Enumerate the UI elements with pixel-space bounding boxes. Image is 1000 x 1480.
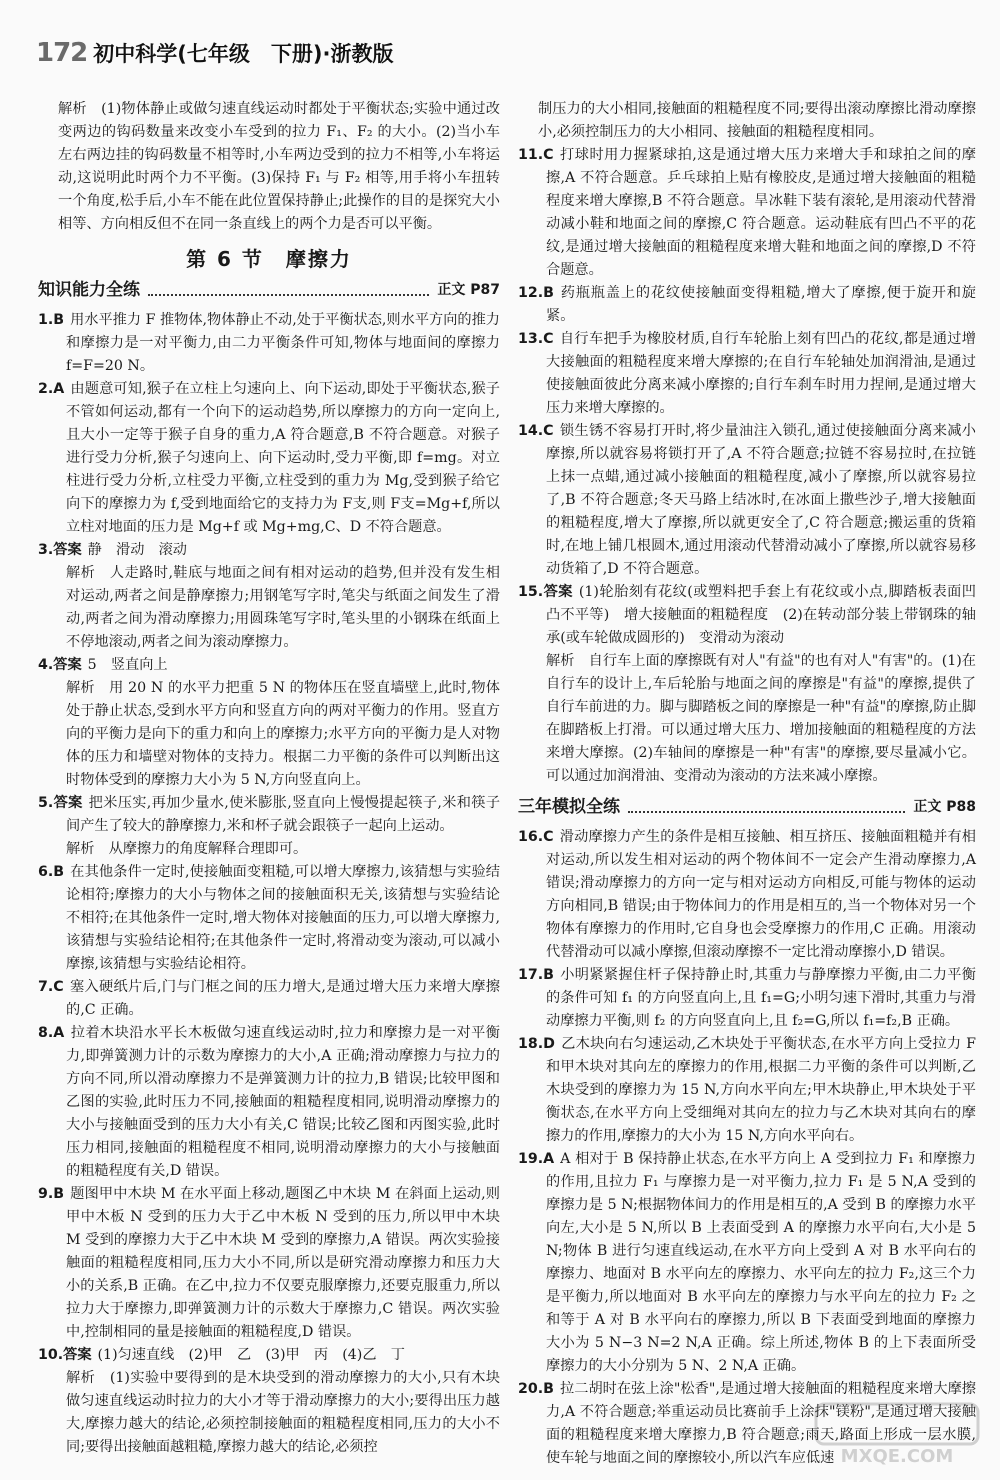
answer-analysis: 解析 人走路时,鞋底与地面之间有相对运动的趋势,但并没有发生相对运动,两者之间是静摩擦力;用钢笔写字时,笔尖与纸面之间发生了滑动,两者之间为滑动摩擦力;用圆珠笔写字时,笔头里的小钢珠在纸面上不停地滚动,两者之间为滚动摩擦力。: [66, 565, 500, 650]
section-band-knowledge: [38, 277, 500, 303]
answer-analysis: 解析 (1)实验中要得到的是木块受到的滑动摩擦力的大小,只有木块做匀速直线运动时拉力的大小才等于滑动摩擦力的大小;要得出压力越大,摩擦力越大的结论,必须控制接触面的粗糙程度相同,压力的大小不同;要得出接触面越粗糙,摩擦力越大的结论,必须控: [66, 1370, 500, 1455]
answer-number: 20.B: [518, 1381, 554, 1397]
answer-analysis: 解析 从摩擦力的角度解释合理即可。: [66, 841, 308, 857]
answer-text: 拉着木块沿水平长木板做匀速直线运动时,拉力和摩擦力是一对平衡力,即弹簧测力计的示数为摩擦力的大小,A 正确;滑动摩擦力与拉力的方向不同,所以滑动摩擦力不是弹簧测力计的拉力,B 错误;比较甲图和乙图的实验,此时压力不同,接触面的粗糙程度相同,说明滑动摩擦力的大小与接触面受到的压力大小有关,C 错误;比较乙图和丙图实验,此时压力相同,接触面的粗糙程度不相同,说明滑动摩擦力的大小与接触面的粗糙程度有关,D 错误。: [66, 1025, 500, 1179]
answer-item: [518, 826, 976, 964]
watermark-logo: [812, 1400, 982, 1470]
answer-text: 把米压实,再加少量水,使米膨胀,竖直向上慢慢提起筷子,米和筷子间产生了较大的静摩擦力,米和杯子就会跟筷子一起向上运动。: [66, 795, 501, 834]
section-band-simulation: [518, 794, 976, 820]
answer-text: 由题意可知,猴子在立柱上匀速向上、向下运动,即处于平衡状态,猴子不管如何运动,都有一个向下的运动趋势,所以摩擦力的方向一定向上,且大小一定等于猴子自身的重力,A 符合题意,B 不符合题意。对猴子进行受力分析,猴子匀速向上、向下运动时,受力平衡,即 f=mg。对立柱进行受力分析,立柱受力平衡,立柱受到的重力为 Mg,受到猴子给它向下的摩擦力为 f,受到地面给它的支持力为 F支,则 F支=Mg+f,所以立柱对地面的压力是 Mg+f 或 Mg+mg,C、D 不符合题意。: [66, 381, 500, 535]
answer-item: [518, 1148, 976, 1378]
answer-text: 乙木块向右匀速运动,乙木块处于平衡状态,在水平方向上受拉力 F 和甲木块对其向左的摩擦力的作用,根据二力平衡的条件可以判断,乙木块受到的摩擦力为 15 N,方向水平向左;甲木块静止,甲木块处于平衡状态,在水平方向上受细绳对其向左的拉力与乙木块对其向右的摩擦力的作用,摩擦力的大小为 15 N,方向水平向右。: [546, 1036, 976, 1144]
answer-analysis: 解析 用 20 N 的水平力把重 5 N 的物体压在竖直墙壁上,此时,物体处于静止状态,受到水平方向和竖直方向的两对平衡力的作用。竖直方向的平衡力是向下的重力和向上的摩擦力;水平方向的平衡力是人对物体的压力和墙壁对物体的支持力。根据二力平衡的条件可以判断出这时物体受到的摩擦力大小为 5 N,方向竖直向上。: [66, 680, 500, 788]
answer-list-right-a: [518, 144, 976, 788]
answer-text: 锁生锈不容易打开时,将少量油注入锁孔,通过使接触面分离来减小摩擦,所以就容易将锁打开了,A 不符合题意;拉链不容易拉时,在拉链上抹一点蜡,通过减小接触面的粗糙程度,减小了摩擦,所以就容易拉了,B 不符合题意;冬天马路上结冰时,在冰面上撒些沙子,增大接触面的粗糙程度,增大了摩擦,所以就更安全了,C 符合题意;搬运重的货箱时,在地上铺几根圆木,通过用滚动代替滑动减小了摩擦,所以就容易移动货箱了,D 不符合题意。: [546, 423, 976, 577]
answer-item: [518, 964, 976, 1033]
answer-list-right-b: [518, 826, 976, 1470]
answer-number: 6.B: [38, 864, 65, 880]
answer-number: 14.C: [518, 423, 554, 439]
answer-text: 塞入硬纸片后,门与门框之间的压力增大,是通过增大压力来增大摩擦的,C 正确。: [66, 979, 500, 1018]
answer-number: 18.D: [518, 1036, 555, 1052]
dotted-divider: [628, 801, 905, 813]
answer-item: [38, 378, 500, 539]
answer-number: 4.答案: [38, 657, 82, 673]
answer-number: 3.答案: [38, 542, 82, 558]
answer-text: 用水平推力 F 推物体,物体静止不动,处于平衡状态,则水平方向的推力和摩擦力是一对平衡力,由二力平衡条件可知,物体与地面间的摩擦力 f=F=20 N。: [66, 312, 500, 374]
answer-list-left: [38, 309, 500, 1459]
answer-item: [38, 1022, 500, 1183]
book-title: 初中科学(七年级 下册)·浙教版: [93, 42, 394, 66]
answer-text: (1)匀速直线 (2)甲 乙 (3)甲 丙 (4)乙 丁: [97, 1347, 405, 1363]
answer-item: [38, 309, 500, 378]
answer-number: 9.B: [38, 1186, 65, 1202]
answer-item: [38, 1344, 500, 1367]
answer-text: A 相对于 B 保持静止状态,在水平方向上 A 受到拉力 F₁ 和摩擦力的作用,且拉力 F₁ 与摩擦力是一对平衡力,拉力 F₁ 是 5 N,A 受到的摩擦力是 5 N;根据物体间力的作用是相互的,A 受到 B 的摩擦力水平向左,大小是 5 N,所以 B 上表面受到 A 的摩擦力水平向右,大小是 5 N;物体 B 进行匀速直线运动,在水平方向上受到 A 对 B 水平向右的摩擦力、地面对 B 水平向左的摩擦力、水平向左的拉力 F₂,这三个力是平衡力,所以地面对 B 水平向左的摩擦力与水平向左的拉力 F₂ 之和等于 A 对 B 水平向右的摩擦力,所以 B 下表面受到地面的摩擦力大小为 5 N−3 N=2 N,A 正确。综上所述,物体 B 的上下表面所受摩擦力的大小分别为 5 N、2 N,A 正确。: [546, 1151, 976, 1374]
section-title: 第 6 节 摩擦力: [186, 247, 352, 271]
answer-item: [518, 581, 976, 650]
answer-text: 在其他条件一定时,使接触面变粗糙,可以增大摩擦力,该猜想与实验结论相符;摩擦力的大小与物体之间的接触面积无关,该猜想与实验结论不相符;在其他条件一定时,增大物体对接触面的压力,可以增大摩擦力,该猜想与实验结论相符;在其他条件一定时,将滑动变为滚动,可以减小摩擦,该猜想与实验结论相符。: [66, 864, 500, 972]
answer-number: 16.C: [518, 829, 554, 845]
left-column: [38, 98, 500, 1459]
answer-text: 拉二胡时在弦上涂"松香",是通过增大接触面的粗糙程度来增大摩擦力,A 不符合题意;举重运动员比赛前手上涂抹"镁粉",是通过增大接触面的粗糙程度来增大摩擦力,B 符合题意;雨天,路面上形成一层水膜,使车轮与地面之间的摩擦较小,所以汽车应低速: [546, 1381, 976, 1466]
answer-number: 11.C: [518, 147, 554, 163]
intro-analysis: 解析 (1)物体静止或做匀速直线运动时都处于平衡状态;实验中通过改变两边的钩码数量来改变小车受到的拉力 F₁、F₂ 的大小。(2)当小车左右两边挂的钩码数量不相等时,小车两边受到的拉力不相等,小车将运动,这说明此时两个力不平衡。(3)保持 F₁ 与 F₂ 相等,用手将小车扭转一个角度,松手后,小车不能在此位置保持静止;此操作的目的是探究大小相等、方向相反但不在同一条直线上的两个力是否可以平衡。: [58, 101, 500, 232]
answer-number: 12.B: [518, 285, 554, 301]
answer-number: 7.C: [38, 979, 64, 995]
answer-item: [518, 144, 976, 282]
answer-number: 19.A: [518, 1151, 555, 1167]
answer-number: 15.答案: [518, 584, 573, 600]
band-page-ref: 正文 P88: [913, 798, 976, 815]
answer-analysis: 解析 自行车上面的摩擦既有对人"有益"的也有对人"有害"的。(1)在自行车的设计上,车后轮胎与地面之间的摩擦是"有益"的摩擦,提供了自行车前进的力。脚与脚踏板之间的摩擦是一种"有益"的摩擦,防止脚在脚踏板上打滑。可以通过增大压力、增加接触面的粗糙程度的方法来增大摩擦。(2)车轴间的摩擦是一种"有害"的摩擦,要尽量减小它。可以通过加润滑油、变滑动为滚动的方法来减小摩擦。: [546, 653, 976, 784]
answer-text: 滑动摩擦力产生的条件是相互接触、相互挤压、接触面粗糙并有相对运动,所以发生相对运动的两个物体间不一定会产生滑动摩擦力,A 错误;滑动摩擦力的方向一定与相对运动方向相反,可能与物体的运动方向相同,B 错误;由于物体间力的作用是相互的,当一个物体对另一个物体有摩擦力的作用时,它自身也会受摩擦力的作用,C 正确。用滚动代替滑动可以减小摩擦,但滚动摩擦不一定比滑动摩擦小,D 错误。: [546, 829, 976, 960]
answer-item: [518, 328, 976, 420]
answer-item: [38, 861, 500, 976]
dotted-divider: [148, 284, 429, 296]
answer-text: 5 竖直向上: [87, 657, 168, 673]
answer-item: [518, 1033, 976, 1148]
answer-number: 1.B: [38, 312, 65, 328]
answer-number: 2.A: [38, 381, 65, 397]
answer-item: [38, 1183, 500, 1344]
answer-item: [518, 420, 976, 581]
answer-item: [38, 539, 500, 562]
answer-number: 10.答案: [38, 1347, 92, 1363]
band-page-ref: 正文 P87: [437, 281, 500, 298]
band-title: 三年模拟全练: [518, 796, 620, 817]
page-header: [36, 38, 393, 74]
answer-text: 药瓶瓶盖上的花纹使接触面变得粗糙,增大了摩擦,便于旋开和旋紧。: [546, 285, 976, 324]
answer-item: [518, 282, 976, 328]
page-number: 172: [36, 38, 88, 68]
answer-number: 13.C: [518, 331, 554, 347]
band-title: 知识能力全练: [38, 279, 140, 300]
answer-item: [38, 792, 500, 838]
right-column: [518, 98, 976, 1470]
answer-text: 打球时用力握紧球拍,这是通过增大压力来增大手和球拍之间的摩擦,A 不符合题意。乒乓球拍上贴有橡胶皮,是通过增大接触面的粗糙程度来增大摩擦,B 不符合题意。旱冰鞋下装有滚轮,是用滚动代替滑动减小鞋和地面之间的摩擦,C 符合题意。运动鞋底有凹凸不平的花纹,是通过增大接触面的粗糙程度来增大鞋和地面之间的摩擦,D 不符合题意。: [546, 147, 976, 278]
answer-text: (1)轮胎刻有花纹(或塑料把手套上有花纹或小点,脚踏板表面凹凸不平等) 增大接触面的粗糙程度 (2)在转动部分装上带钢珠的轴承(或车轮做成圆形的) 变滑动为滚动: [546, 584, 976, 646]
answer-text: 静 滑动 滚动: [87, 542, 187, 558]
answer-number: 8.A: [38, 1025, 65, 1041]
continued-analysis: 制压力的大小相同,接触面的粗糙程度不同;要得出滚动摩擦比滑动摩擦小,必须控制压力的大小相同、接触面的粗糙程度相同。: [538, 101, 976, 140]
answer-number: 5.答案: [38, 795, 83, 811]
answer-number: 17.B: [518, 967, 554, 983]
answer-text: 题图甲中木块 M 在水平面上移动,题图乙中木块 M 在斜面上运动,则甲中木板 N 受到的压力大于乙中木板 N 受到的压力,所以甲中木块 M 受到的摩擦力大于乙中木块 M 受到的摩擦力,A 错误。两次实验接触面的粗糙程度相同,压力大小不同,所以是研究滑动摩擦力和压力大小的关系,B 正确。在乙中,拉力不仅要克服摩擦力,还要克服重力,所以拉力大于摩擦力,即弹簧测力计的示数大于摩擦力,C 错误。两次实验中,控制相同的量是接触面的粗糙程度,D 错误。: [66, 1186, 500, 1340]
watermark-text: MXQE.COM: [840, 1446, 954, 1467]
answer-text: 自行车把手为橡胶材质,自行车轮胎上刻有凹凸的花纹,都是通过增大接触面的粗糙程度来增大摩擦的;在自行车轮轴处加润滑油,是通过使接触面彼此分离来减小摩擦的;自行车刹车时用力捏闸,是通过增大压力来增大摩擦的。: [546, 331, 976, 416]
answer-item: [38, 654, 500, 677]
answer-item: [38, 976, 500, 1022]
answer-text: 小明紧紧握住杆子保持静止时,其重力与静摩擦力平衡,由二力平衡的条件可知 f₁ 的方向竖直向上,且 f₁=G;小明匀速下滑时,其重力与滑动摩擦力平衡,则 f₂ 的方向竖直向上,且 f₂=G,所以 f₁=f₂,B 正确。: [546, 967, 976, 1029]
